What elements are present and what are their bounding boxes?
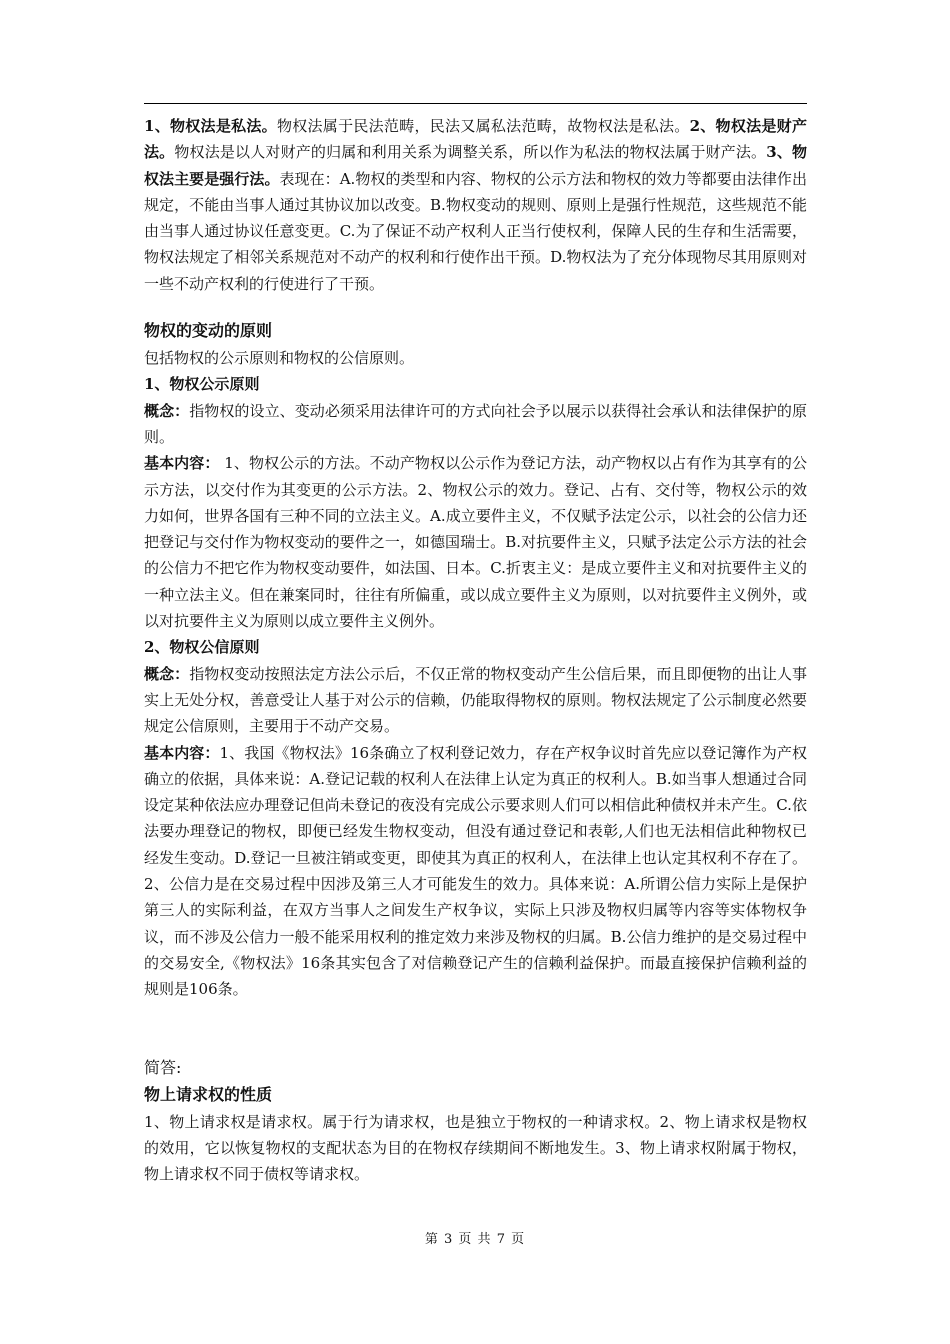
qa-text: 1、物上请求权是请求权。属于行为请求权，也是独立于物权的一种请求权。2、物上请求权是物权的效用，它以恢复物权的支配状态为目的在物权存续期间不断地发生。3、物上请求权附属于物权，物上请求权不同于债权等请求权。 [144, 1112, 807, 1184]
intro-text-2: 物权法是以人对财产的归属和利用关系为调整关系，所以作为私法的物权法属于财产法。 [174, 143, 767, 162]
intro-heading-3: 3、物权法主要是强行法。 [144, 143, 807, 188]
header-rule [144, 103, 807, 104]
section-intro-change: 包括物权的公示原则和物权的公信原则。 [144, 349, 415, 368]
subheading-credibility [144, 634, 807, 660]
intro-paragraph [144, 113, 807, 297]
content-label: 基本内容： [144, 454, 220, 473]
subheading-publicity [144, 371, 807, 397]
subheading-credibility-text: 2、物权公信原则 [144, 638, 260, 657]
publicity-content [144, 450, 807, 634]
intro-heading-1: 1、物权法是私法。 [144, 117, 277, 135]
intro-text-1: 物权法属于民法范畴，民法又属私法范畴，故物权法是私法。 [276, 117, 690, 135]
page-number: 第 3 页 共 7 页 [424, 1232, 526, 1247]
intro-text-3: 表现在：A.物权的类型和内容、物权的公示方法和物权的效力等都要由法律作出规定，不能由当事人通过其协议加以改变。B.物权变动的规则、原则上是强行性规范，这些规范不能由当事人通过协议任意变更。C.为了保证不动产权利人正当行使权利，保障人民的生存和生活需要，物权法规定了相邻关系规范对不动产的权利和行使作出干预。D.物权法为了充分体现物尽其用原则对一些不动产权利的行使进行了干预。 [144, 169, 807, 293]
credibility-concept [144, 661, 807, 740]
content-text: 1、物权公示的方法。不动产物权以公示作为登记方法，动产物权以占有作为其享有的公示方法，以交付作为其变更的公示方法。2、物权公示的效力。登记、占有、交付等，物权公示的效力如何，世界各国有三种不同的立法主义。A.成立要件主义，不仅赋予法定公示，以社会的公信力还把登记与交付作为物权变动的要件之一，如德国瑞士。B.对抗要件主义，只赋予法定公示方法的社会的公信力不把它作为物权变动要件，如法国、日本。C.折衷主义：是成立要件主义和对抗要件主义的一种立法主义。但在兼案同时，往往有所偏重，或以成立要件主义为原则，以对抗要件主义例外，或以对抗要件主义为原则以成立要件主义例外。 [144, 454, 807, 631]
section-title-change: 物权的变动的原则 [144, 321, 273, 341]
content-text: 1、我国《物权法》16条确立了权利登记效力，存在产权争议时首先应以登记簿作为产权确立的依据，具体来说：A.登记记载的权利人在法律上认定为真正的权利人。B.如当事人想通过合同设定某种依法应办理登记但尚未登记的夜没有完成公示要求则人们可以相信此种债权并未产生。C.依法要办理登记的物权，即便已经发生物权变动，但没有通过登记和表彰,人们也无法相信此种物权已经发生变动。D.登记一旦被注销或变更，即使其为真正的权利人，在法律上也认定其权利不存在了。2、公信力是在交易过程中因涉及第三人才可能发生的效力。具体来说：A.所谓公信力实际上是保护第三人的实际利益，在双方当事人之间发生产权争议，实际上只涉及物权归属等内容等实体物权争议，而不涉及公信力一般不能采用权利的推定效力来涉及物权的归属。B.公信力维护的是交易过程中的交易安全,《物权法》16条其实包含了对信赖登记产生的信赖利益保护。而最直接保护信赖利益的规则是106条。 [144, 743, 807, 999]
qa-label: 简答: [144, 1057, 182, 1077]
spacer [144, 297, 807, 317]
intro-heading-2: 2、物权法是财产法。 [144, 117, 807, 162]
content-label: 基本内容： [144, 743, 220, 762]
concept-label: 概念： [144, 664, 190, 683]
subheading-publicity-text: 1、物权公示原则 [144, 375, 260, 394]
publicity-concept [144, 398, 807, 451]
concept-text: 指物权变动按照法定方法公示后，不仅正常的物权变动产生公信后果，而且即便物的出让人事实上无处分权，善意受让人基于对公示的信赖，仍能取得物权的原则。物权法规定了公示制度必然要规定公信原则，主要用于不动产交易。 [144, 664, 807, 736]
spacer [144, 1003, 807, 1055]
credibility-content [144, 740, 807, 1003]
concept-text: 指物权的设立、变动必须采用法律许可的方式向社会予以展示以获得社会承认和法律保护的原则。 [144, 401, 807, 446]
concept-label: 概念： [144, 401, 190, 420]
qa-title: 物上请求权的性质 [144, 1084, 273, 1104]
page-content [144, 113, 807, 1187]
